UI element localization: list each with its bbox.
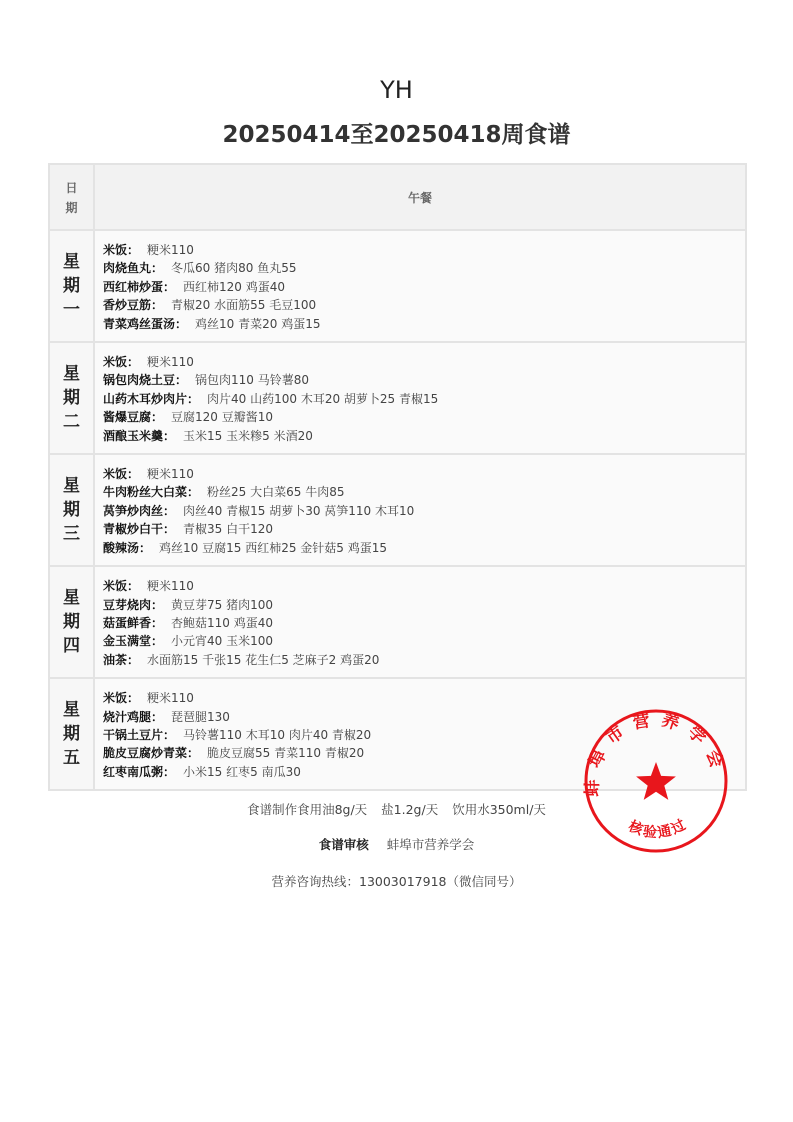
table-row <box>49 230 746 342</box>
dish-separator: ： <box>163 522 176 537</box>
dish-item <box>103 390 745 408</box>
dish-name: 山药木耳炒肉片 <box>103 391 188 406</box>
dish-item <box>103 408 745 426</box>
dish-ingredients: 西红柿120 鸡蛋40 <box>183 279 286 294</box>
dish-separator: ： <box>127 355 140 370</box>
dish-item <box>103 632 745 650</box>
dish-ingredients: 粳米110 <box>147 467 194 482</box>
dish-separator: ： <box>139 540 152 555</box>
header-day-char: 期 <box>65 201 78 215</box>
day-label <box>49 678 94 790</box>
day-char: 期 <box>63 388 80 409</box>
dish-ingredients: 琵琶腿130 <box>171 709 230 724</box>
dish-name: 青菜鸡丝蛋汤 <box>103 316 176 331</box>
table-header-row <box>49 164 746 230</box>
dish-ingredients: 鸡丝10 青菜20 鸡蛋15 <box>195 316 321 331</box>
review-label: 食谱审核 <box>318 837 369 852</box>
dish-separator: ： <box>151 615 164 630</box>
water-guideline: 饮用水350ml/天 <box>452 802 546 817</box>
dish-name: 金玉满堂 <box>103 634 152 649</box>
dish-item <box>103 596 745 614</box>
stamp-bottom-text: 核验通过 <box>626 816 691 842</box>
day-char: 星 <box>63 252 80 273</box>
dish-ingredients: 肉丝40 青椒15 胡萝卜30 莴笋110 木耳10 <box>183 503 415 518</box>
dish-separator: ： <box>151 597 164 612</box>
dish-ingredients: 杏鲍菇110 鸡蛋40 <box>171 615 274 630</box>
dish-ingredients: 肉片40 山药100 木耳20 胡萝卜25 青椒15 <box>207 391 439 406</box>
lunch-cell <box>94 230 746 342</box>
dish-name: 烧汁鸡腿 <box>103 709 152 724</box>
dish-name: 脆皮豆腐炒青菜 <box>103 746 188 761</box>
day-char: 五 <box>63 748 80 769</box>
dish-name: 肉烧鱼丸 <box>103 261 152 276</box>
dish-name: 青椒炒白干 <box>103 522 164 537</box>
day-char: 期 <box>63 500 80 521</box>
day-char: 三 <box>63 524 80 545</box>
dish-item <box>103 689 745 707</box>
dish-name: 米饭 <box>103 691 128 706</box>
dish-item <box>103 520 745 538</box>
day-char: 二 <box>63 412 80 433</box>
day-char: 星 <box>63 476 80 497</box>
dish-separator: ： <box>163 727 176 742</box>
dish-ingredients: 青椒35 白干120 <box>183 522 274 537</box>
dish-ingredients: 粳米110 <box>147 355 194 370</box>
salt-guideline: 盐1.2g/天 <box>381 802 439 817</box>
dish-separator: ： <box>175 316 188 331</box>
dish-separator: ： <box>151 634 164 649</box>
dish-separator: ： <box>127 467 140 482</box>
dish-item <box>103 278 745 296</box>
day-char: 一 <box>63 300 80 321</box>
page-title: 20250414至20250418周食谱 <box>222 122 571 148</box>
dish-ingredients: 脆皮豆腐55 青菜110 青椒20 <box>207 746 365 761</box>
dish-name: 菇蛋鲜香 <box>103 615 152 630</box>
dish-name: 米饭 <box>103 355 128 370</box>
day-char: 期 <box>63 276 80 297</box>
dish-item <box>103 241 745 259</box>
header-day <box>49 164 94 230</box>
dish-separator: ： <box>151 709 164 724</box>
dish-separator: ： <box>187 746 200 761</box>
dish-separator: ： <box>175 373 188 388</box>
dish-separator: ： <box>163 279 176 294</box>
dish-ingredients: 粳米110 <box>147 243 194 257</box>
dish-separator: ： <box>127 652 140 667</box>
dish-item <box>103 427 745 445</box>
day-char: 四 <box>63 636 80 657</box>
dish-item <box>103 315 745 333</box>
dish-name: 酱爆豆腐 <box>103 410 152 425</box>
dish-separator: ： <box>127 691 140 706</box>
dish-ingredients: 黄豆芽75 猪肉100 <box>171 597 274 612</box>
day-label <box>49 454 94 566</box>
dish-item <box>103 371 745 389</box>
stamp-arc-text: 蚌埠市营养学会 <box>583 709 729 797</box>
day-label <box>49 342 94 454</box>
dish-ingredients: 马铃薯110 木耳10 肉片40 青椒20 <box>183 727 372 742</box>
dish-name: 牛肉粉丝大白菜 <box>103 485 188 500</box>
day-label <box>49 566 94 678</box>
dish-name: 油茶 <box>103 652 128 667</box>
day-char: 期 <box>63 724 80 745</box>
dish-ingredients: 青椒20 水面筋55 毛豆100 <box>171 298 317 313</box>
dish-item <box>103 353 745 371</box>
dish-separator: ： <box>163 764 176 779</box>
hotline: 营养咨询热线：13003017918（微信同号） <box>271 874 522 889</box>
dish-ingredients: 锅包肉110 马铃薯80 <box>195 373 310 388</box>
day-char: 星 <box>63 364 80 385</box>
dish-separator: ： <box>163 503 176 518</box>
oil-guideline: 食谱制作食用油8g/天 <box>247 802 368 817</box>
dish-ingredients: 水面筋15 千张15 花生仁5 芝麻子2 鸡蛋20 <box>147 652 380 667</box>
dish-name: 西红柿炒蛋 <box>103 279 164 294</box>
dish-name: 酸辣汤 <box>103 540 140 555</box>
dish-item <box>103 502 745 520</box>
dish-separator: ： <box>127 243 140 257</box>
dish-name: 锅包肉烧土豆 <box>103 373 176 388</box>
dish-separator: ： <box>151 298 164 313</box>
dish-item <box>103 539 745 557</box>
dish-ingredients: 冬瓜60 猪肉80 鱼丸55 <box>171 261 297 276</box>
dish-separator: ： <box>127 579 140 594</box>
dish-item <box>103 465 745 483</box>
dish-name: 豆芽烧肉 <box>103 597 152 612</box>
dish-separator: ： <box>151 410 164 425</box>
dish-ingredients: 粳米110 <box>147 691 194 706</box>
dish-separator: ： <box>163 428 176 443</box>
dish-separator: ： <box>187 485 200 500</box>
dish-item <box>103 651 745 669</box>
dish-name: 米饭 <box>103 243 128 257</box>
organization-name: YH <box>380 76 413 104</box>
dish-name: 米饭 <box>103 579 128 594</box>
dish-name: 米饭 <box>103 467 128 482</box>
day-label <box>49 230 94 342</box>
dish-item <box>103 577 745 595</box>
dish-name: 香炒豆筋 <box>103 298 152 313</box>
table-row <box>49 454 746 566</box>
reviewer-name: 蚌埠市营养学会 <box>386 837 475 852</box>
dish-item <box>103 614 745 632</box>
dish-ingredients: 粳米110 <box>147 579 194 594</box>
dish-item <box>103 259 745 277</box>
stamp-star <box>636 762 676 800</box>
header-lunch: 午餐 <box>94 164 746 230</box>
dish-name: 干锅土豆片 <box>103 727 164 742</box>
dish-name: 红枣南瓜粥 <box>103 764 164 779</box>
lunch-cell <box>94 342 746 454</box>
header-day-char: 日 <box>65 181 78 195</box>
dish-ingredients: 鸡丝10 豆腐15 西红柿25 金针菇5 鸡蛋15 <box>159 540 388 555</box>
dish-item <box>103 483 745 501</box>
dish-ingredients: 小元宵40 玉米100 <box>171 634 274 649</box>
day-char: 期 <box>63 612 80 633</box>
dish-item <box>103 296 745 314</box>
lunch-cell <box>94 454 746 566</box>
table-row <box>49 342 746 454</box>
dish-ingredients: 豆腐120 豆瓣酱10 <box>171 410 274 425</box>
dish-name: 酒酿玉米羹 <box>103 428 164 443</box>
menu-body <box>49 230 746 790</box>
dish-ingredients: 粉丝25 大白菜65 牛肉85 <box>207 485 345 500</box>
dish-separator: ： <box>151 261 164 276</box>
table-row <box>49 566 746 678</box>
day-char: 星 <box>63 700 80 721</box>
weekly-menu-table <box>48 163 747 791</box>
approval-stamp <box>583 708 729 854</box>
dish-separator: ： <box>187 391 200 406</box>
lunch-cell <box>94 566 746 678</box>
dish-ingredients: 小米15 红枣5 南瓜30 <box>183 764 301 779</box>
dish-ingredients: 玉米15 玉米糁5 米酒20 <box>183 428 313 443</box>
dish-name: 莴笋炒肉丝 <box>103 503 164 518</box>
day-char: 星 <box>63 588 80 609</box>
